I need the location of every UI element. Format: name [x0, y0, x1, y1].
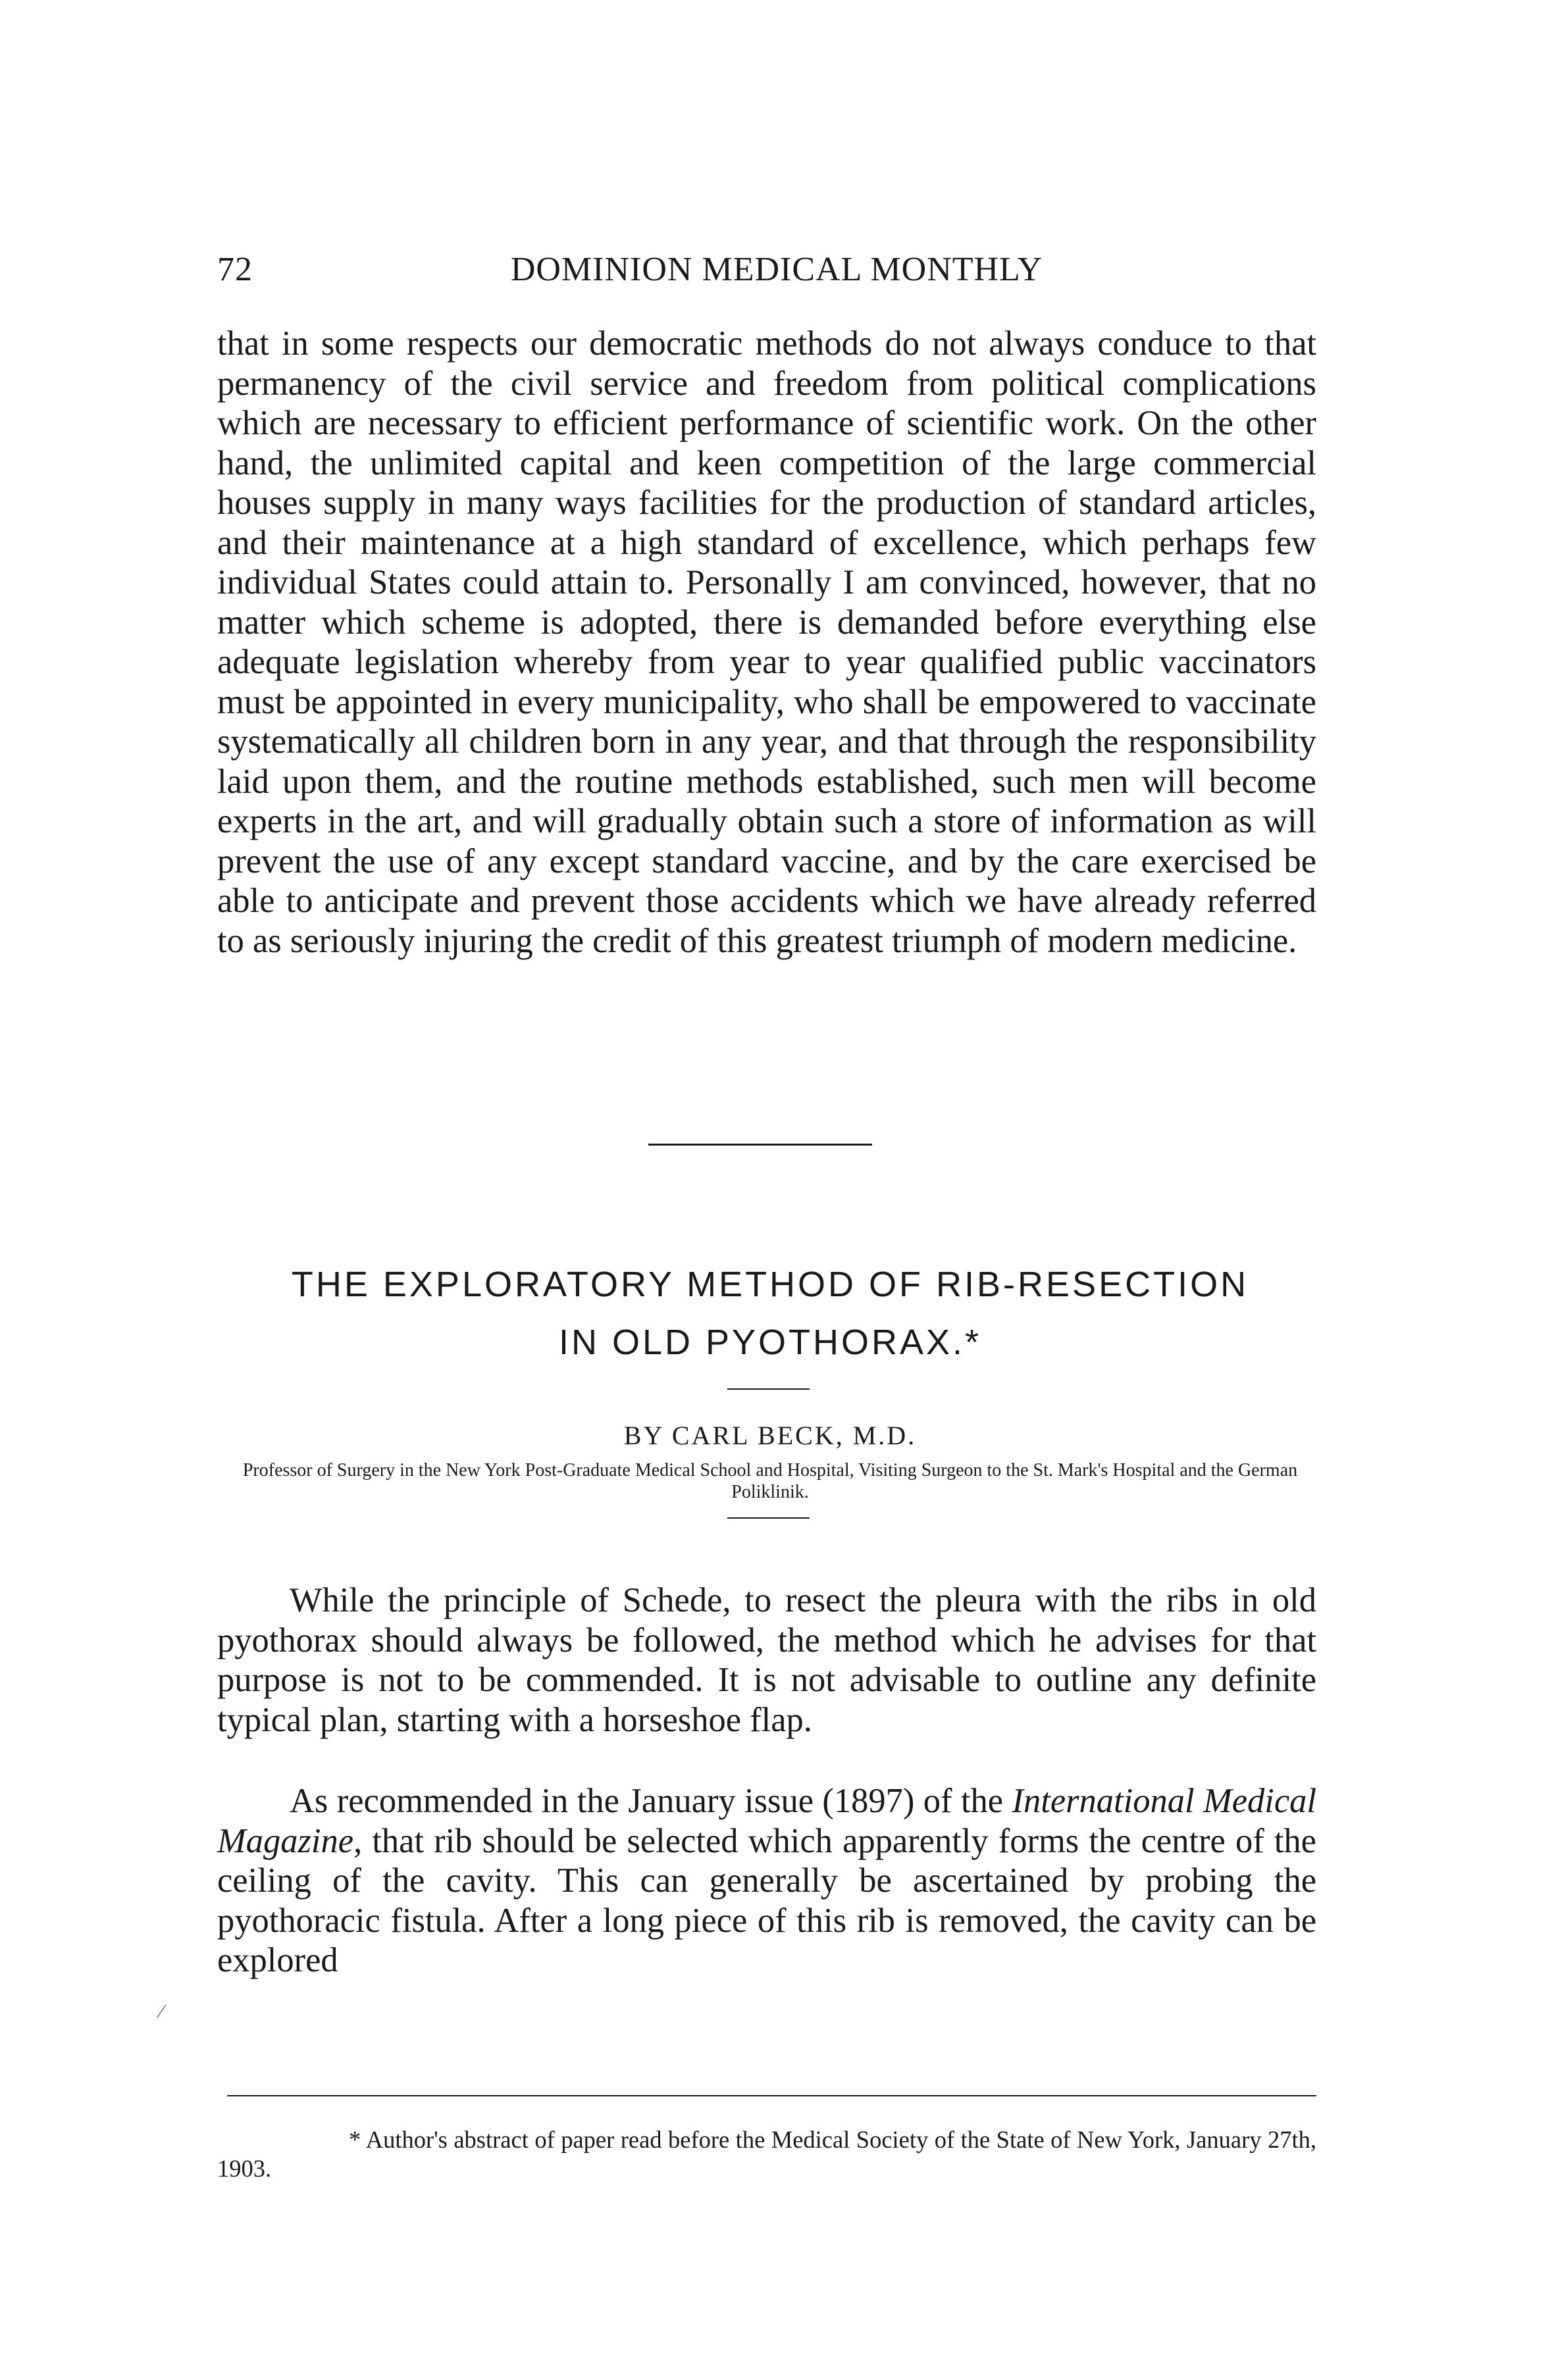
paragraph-2-text-end: , that rib should be selected which apparently forms the centre of the ceiling of the cavity. This can generally be ascertained by probing the pyothoracic fistula. After a long piece of this rib is removed, the cavity can be explored	[217, 1821, 1316, 1979]
byline-divider	[727, 1517, 810, 1519]
footnote-rule	[227, 2095, 1316, 2096]
margin-mark: ⁄	[160, 2002, 163, 2022]
page-header	[217, 250, 1336, 290]
author-byline: BY CARL BECK, M.D.	[623, 1421, 917, 1450]
section-divider	[648, 1144, 872, 1146]
author-affiliation: Professor of Surgery in the New York Post-Graduate Medical School and Hospital, Visiting Surgeon to the St. Mark's Hospital and the German Poliklinik.	[242, 1460, 1298, 1502]
title-divider	[727, 1388, 810, 1390]
article-paragraph-2	[217, 1781, 1316, 1981]
paragraph-2-text-start: As recommended in the January issue (1897) of the	[290, 1782, 1012, 1820]
page-number: 72	[217, 251, 253, 288]
running-head: DOMINION MEDICAL MONTHLY	[510, 251, 1043, 288]
article-title-line-2: IN OLD PYOTHORAX.*	[558, 1323, 982, 1362]
journal-name: International Medical Magazine	[217, 1782, 1316, 1860]
footnote: * Author's abstract of paper read before the Medical Society of the State of New York, January 27th, 1903.	[217, 2126, 1316, 2182]
article-title	[217, 1255, 1323, 1371]
article-title-line-1: THE EXPLORATORY METHOD OF RIB-RESECTION	[291, 1265, 1249, 1304]
continued-paragraph: that in some respects our democratic methods do not always conduce to that permanency of the civil service and freedom from political complications which are necessary to efficient performance of scientific work. On the other hand, the unlimited capital and keen competition of the large commercial houses supply in many ways facilities for the production of standard articles, and their maintenance at a high standard of excellence, which perhaps few individual States could attain to. Personally I am convinced, however, that no matter which scheme is adopted, there is demanded before everything else adequate legislation whereby from year to year qualified public vaccinators must be appointed in every municipality, who shall be empowered to vaccinate systematically all children born in any year, and that through the responsibility laid upon them, and the routine methods established, such men will become experts in the art, and will gradually obtain such a store of information as will prevent the use of any except standard vaccine, and by the care exercised be able to anticipate and prevent those accidents which we have already referred to as seriously injuring the credit of this greatest triumph of modern medicine.	[217, 324, 1316, 960]
article-paragraph-1: While the principle of Schede, to resect the pleura with the ribs in old pyothorax should always be followed, the method which he advises for that purpose is not to be commended. It is not advisable to outline any definite typical plan, starting with a horseshoe flap.	[217, 1581, 1316, 1739]
